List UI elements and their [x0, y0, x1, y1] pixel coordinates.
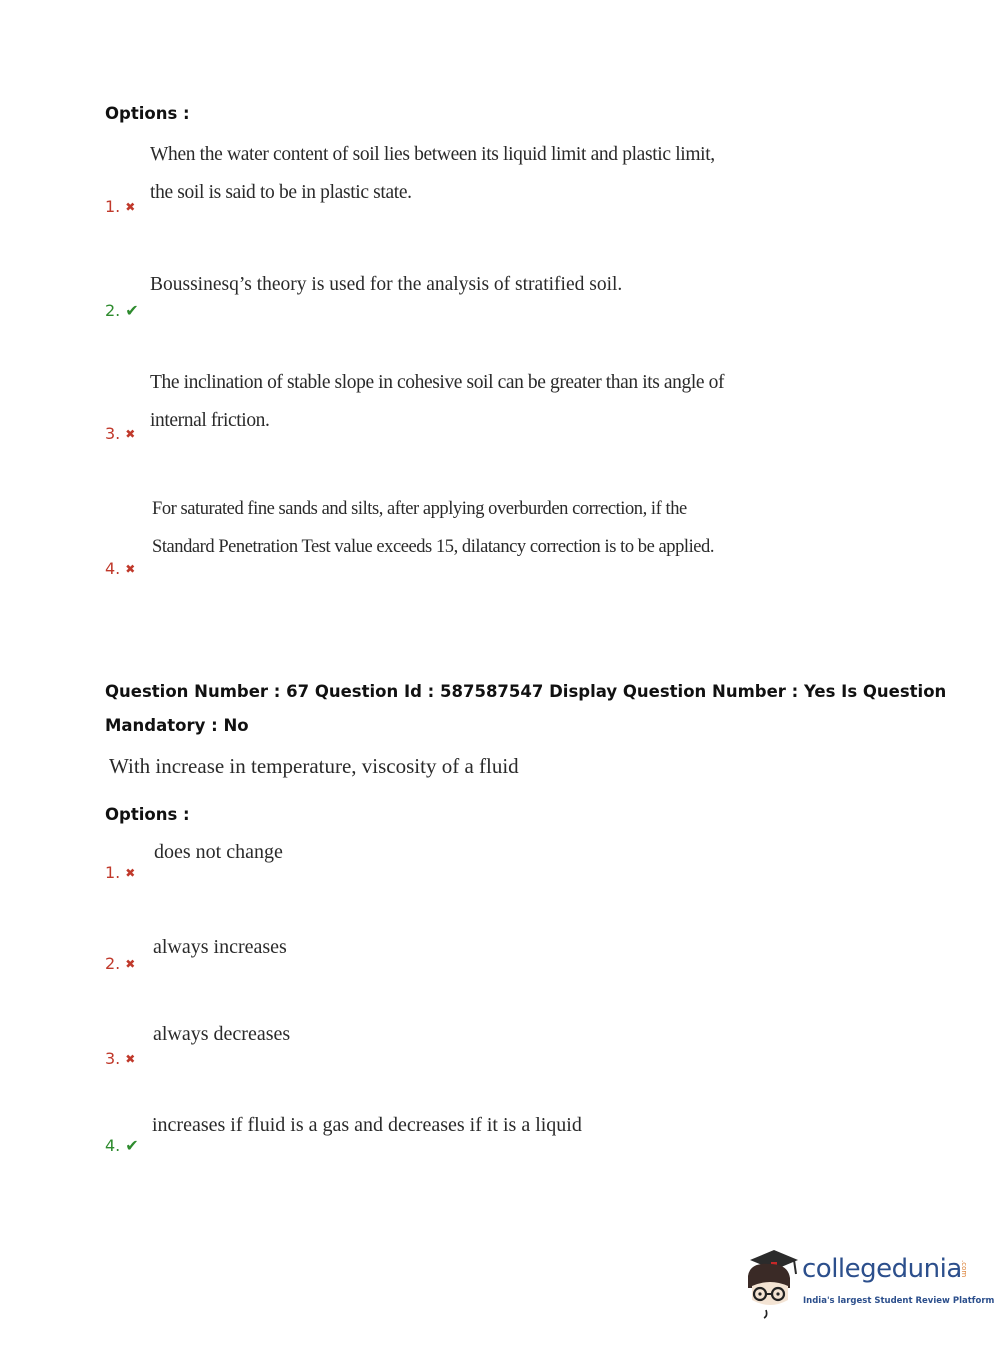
- question-header-line: Mandatory : No: [105, 716, 249, 735]
- option-line: the soil is said to be in plastic state.: [150, 182, 412, 203]
- option-text: [150, 364, 724, 440]
- cross-icon: ✖: [125, 1052, 136, 1066]
- logo-domain-suffix: .com: [960, 1260, 968, 1278]
- option-text: [150, 266, 622, 304]
- option-number: 3. ✖: [105, 424, 136, 443]
- collegedunia-logo: [742, 1248, 995, 1320]
- option-number: 4. ✔: [105, 1136, 139, 1155]
- logo-wordmark: collegedunia: [802, 1254, 962, 1284]
- cross-icon: ✖: [125, 866, 136, 880]
- option-line: Boussinesq’s theory is used for the analysis of stratified soil.: [150, 274, 623, 295]
- option-text: increases if fluid is a gas and decreases if it is a liquid: [152, 1114, 582, 1136]
- option-line: For saturated fine sands and silts, after applying overburden correction, if the: [152, 499, 687, 519]
- option-text: [152, 490, 714, 566]
- cross-icon: ✖: [125, 427, 136, 441]
- cross-icon: ✖: [125, 957, 136, 971]
- option-text: [150, 136, 715, 212]
- option-line: Standard Penetration Test value exceeds 15, dilatancy correction is to be applied.: [152, 537, 715, 557]
- check-icon: ✔: [125, 1136, 139, 1155]
- option-number: 2. ✖: [105, 954, 136, 973]
- option-line: When the water content of soil lies between its liquid limit and plastic limit,: [150, 144, 715, 165]
- option-number: 2. ✔: [105, 301, 139, 320]
- logo-tagline: India's largest Student Review Platform: [803, 1296, 995, 1306]
- cross-icon: ✖: [125, 200, 136, 214]
- cross-icon: ✖: [125, 562, 136, 576]
- mascot-icon: [742, 1248, 800, 1320]
- option-number: 1. ✖: [105, 197, 136, 216]
- option-text: always decreases: [153, 1023, 291, 1045]
- check-icon: ✔: [125, 301, 139, 320]
- option-number: 4. ✖: [105, 559, 136, 578]
- option-text: always increases: [153, 936, 287, 958]
- option-text: does not change: [154, 841, 283, 863]
- options-label: Options :: [105, 104, 190, 123]
- option-number: 1. ✖: [105, 863, 136, 882]
- options-label: Options :: [105, 805, 190, 824]
- question-text: With increase in temperature, viscosity of a fluid: [109, 754, 519, 778]
- option-line: The inclination of stable slope in cohesive soil can be greater than its angle of: [150, 372, 725, 393]
- question-header-line: Question Number : 67 Question Id : 587587547 Display Question Number : Yes Is Question: [105, 682, 947, 701]
- question-header: [105, 675, 946, 743]
- option-number: 3. ✖: [105, 1049, 136, 1068]
- option-line: internal friction.: [150, 410, 270, 431]
